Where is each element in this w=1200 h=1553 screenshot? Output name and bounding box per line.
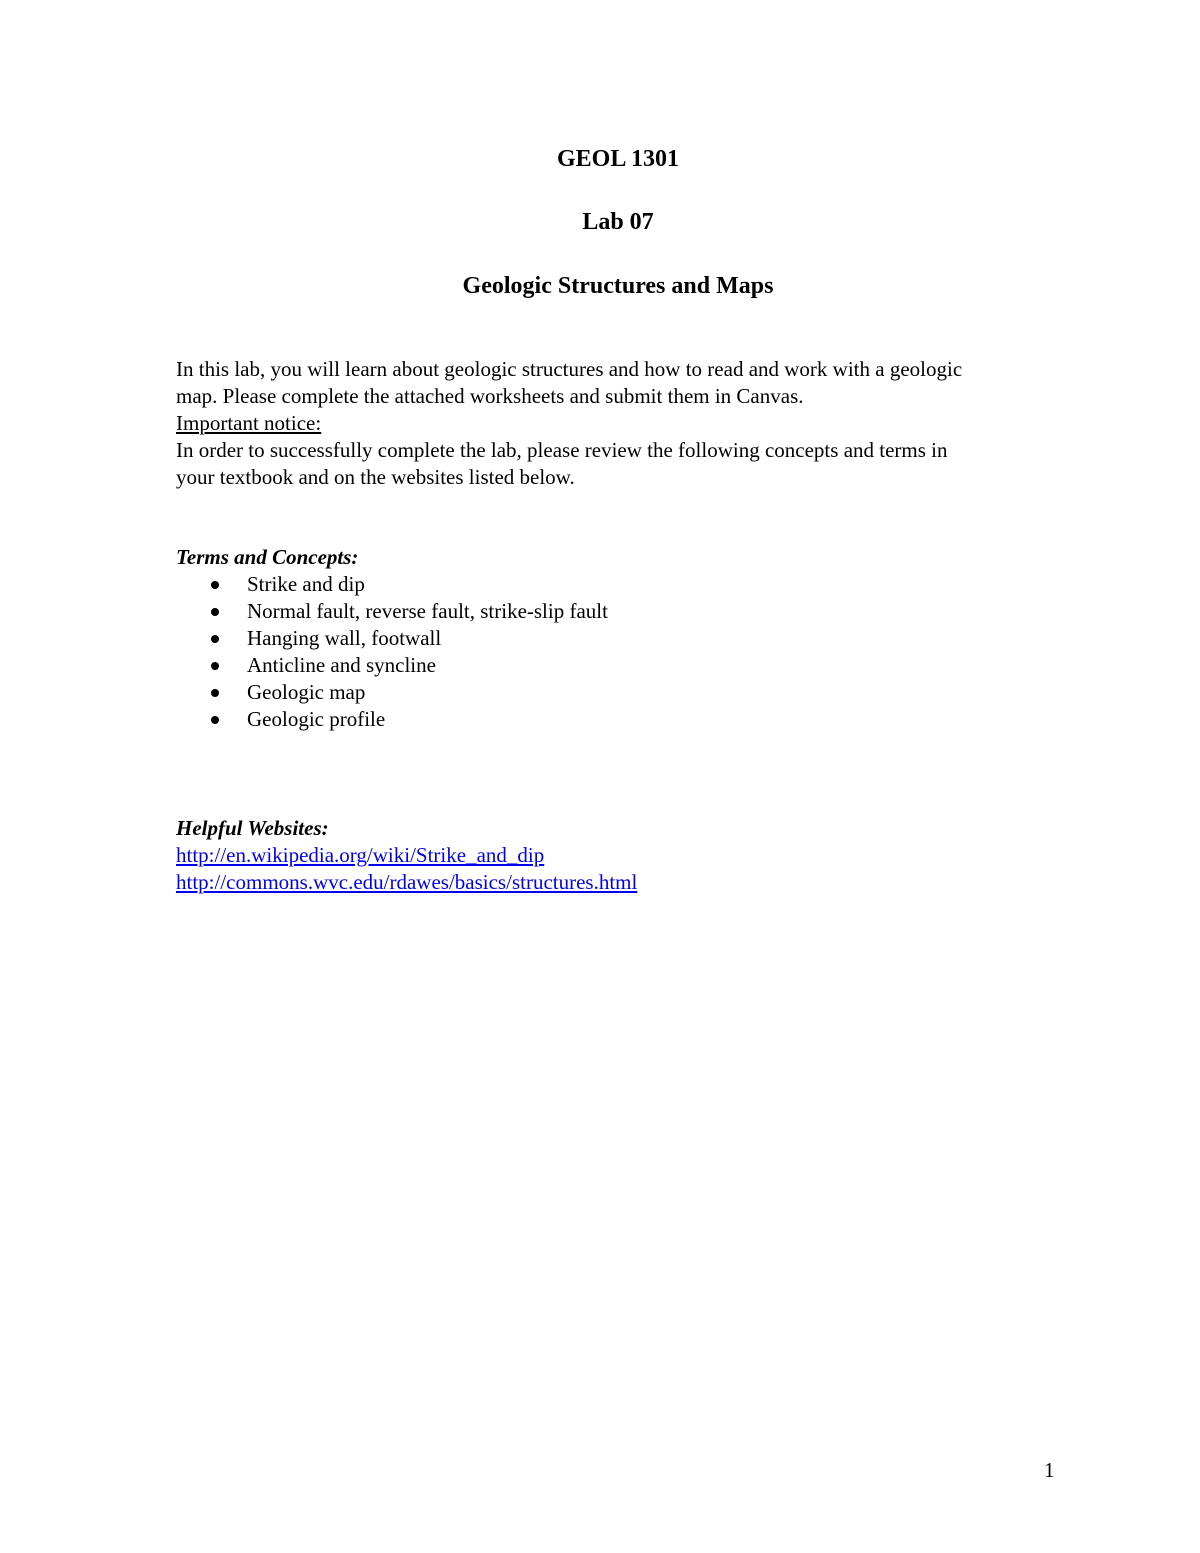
intro-section [176, 356, 1076, 491]
bullet-icon [211, 608, 219, 616]
bullet-icon [211, 662, 219, 670]
term-text: Hanging wall, footwall [247, 626, 442, 650]
term-text: Geologic profile [247, 707, 386, 731]
list-item [176, 598, 1076, 625]
bullet-icon [211, 635, 219, 643]
terms-list [176, 571, 1076, 733]
intro-text-line: In order to successfully complete the lab, please review the following concepts and terms in [176, 438, 948, 462]
bullet-icon [211, 689, 219, 697]
term-text: Normal fault, reverse fault, strike-slip fault [247, 599, 608, 623]
page-number: 1 [1044, 1458, 1055, 1482]
terms-heading: Terms and Concepts: [176, 545, 359, 569]
document-title: Geologic Structures and Maps [462, 273, 774, 299]
intro-text-line: In this lab, you will learn about geologic structures and how to read and work with a geologic [176, 357, 963, 381]
lab-number: Lab 07 [582, 209, 654, 235]
intro-text-line: map. Please complete the attached worksheets and submit them in Canvas. [176, 384, 804, 408]
intro-text-line: your textbook and on the websites listed below. [176, 465, 575, 489]
website-link-wvc[interactable]: http://commons.wvc.edu/rdawes/basics/structures.html [176, 870, 638, 894]
course-code: GEOL 1301 [556, 146, 680, 172]
term-text: Strike and dip [247, 572, 365, 596]
bullet-icon [211, 716, 219, 724]
website-link-wikipedia[interactable]: http://en.wikipedia.org/wiki/Strike_and_dip [176, 843, 545, 867]
term-text: Anticline and syncline [247, 653, 436, 677]
websites-heading: Helpful Websites: [176, 816, 329, 840]
list-item [176, 706, 1076, 733]
list-item [176, 652, 1076, 679]
term-text: Geologic map [247, 680, 366, 704]
list-item [176, 679, 1076, 706]
list-item [176, 571, 1076, 598]
list-item [176, 625, 1076, 652]
important-notice-label: Important notice: [176, 411, 322, 435]
websites-section [176, 815, 1076, 896]
terms-section [176, 544, 1076, 733]
bullet-icon [211, 581, 219, 589]
